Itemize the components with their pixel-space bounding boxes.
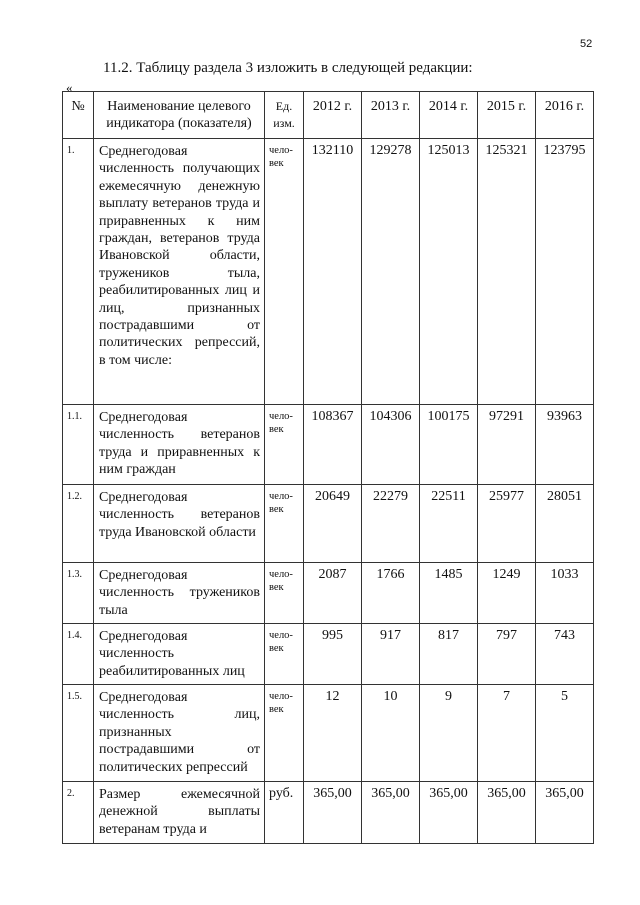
- indicator-name: Среднегодовая численность тружеников тыла: [94, 563, 265, 624]
- value-cell: 20649: [304, 485, 362, 563]
- value-cell: 1033: [536, 563, 594, 624]
- header-year: 2012 г.: [304, 92, 362, 139]
- table-row: [63, 782, 594, 844]
- value-cell: 1766: [362, 563, 420, 624]
- header-year: 2014 г.: [420, 92, 478, 139]
- row-number: 1.: [63, 139, 94, 405]
- value-cell: 5: [536, 685, 594, 782]
- header-indicator-name: Наименование целевого индикатора (показателя): [94, 92, 265, 139]
- value-cell: 995: [304, 624, 362, 685]
- value-cell: 132110: [304, 139, 362, 405]
- unit-cell: чело-век: [265, 624, 304, 685]
- value-cell: 365,00: [362, 782, 420, 844]
- value-cell: 817: [420, 624, 478, 685]
- value-cell: 25977: [478, 485, 536, 563]
- opening-quote: «: [66, 80, 73, 95]
- value-cell: 365,00: [536, 782, 594, 844]
- intro-text: 11.2. Таблицу раздела 3 изложить в следующей редакции:: [103, 60, 473, 76]
- unit-cell: чело-век: [265, 405, 304, 485]
- value-cell: 2087: [304, 563, 362, 624]
- value-cell: 7: [478, 685, 536, 782]
- value-cell: 100175: [420, 405, 478, 485]
- row-number: 1.2.: [63, 485, 94, 563]
- value-cell: 917: [362, 624, 420, 685]
- value-cell: 22511: [420, 485, 478, 563]
- unit-cell: чело-век: [265, 563, 304, 624]
- indicator-name: Среднегодовая численность получающих ежемесячную денежную выплату ветеранов труда и приравненных к ним граждан, ветеранов труда Ивановской области, тружеников тыла, реабилитированных лиц и лиц, признанных пострадавшими от политических репрессий, в том числе:: [94, 139, 265, 405]
- unit-cell: руб.: [265, 782, 304, 844]
- header-year: 2015 г.: [478, 92, 536, 139]
- value-cell: 12: [304, 685, 362, 782]
- value-cell: 125321: [478, 139, 536, 405]
- header-year: 2016 г.: [536, 92, 594, 139]
- value-cell: 1485: [420, 563, 478, 624]
- row-number: 1.3.: [63, 563, 94, 624]
- table-row: [63, 685, 594, 782]
- indicator-table: [62, 91, 594, 844]
- value-cell: 129278: [362, 139, 420, 405]
- unit-cell: чело-век: [265, 139, 304, 405]
- table-row: [63, 405, 594, 485]
- value-cell: 1249: [478, 563, 536, 624]
- value-cell: 9: [420, 685, 478, 782]
- value-cell: 125013: [420, 139, 478, 405]
- value-cell: 365,00: [304, 782, 362, 844]
- indicator-name: Среднегодовая численность ветеранов труда Ивановской области: [94, 485, 265, 563]
- value-cell: 743: [536, 624, 594, 685]
- header-unit: Ед. изм.: [265, 92, 304, 139]
- table-row: [63, 485, 594, 563]
- value-cell: 123795: [536, 139, 594, 405]
- indicator-name: Среднегодовая численность реабилитированных лиц: [94, 624, 265, 685]
- value-cell: 93963: [536, 405, 594, 485]
- indicator-name: Среднегодовая численность ветеранов труда и приравненных к ним граждан: [94, 405, 265, 485]
- value-cell: 22279: [362, 485, 420, 563]
- value-cell: 28051: [536, 485, 594, 563]
- table-row: [63, 624, 594, 685]
- value-cell: 797: [478, 624, 536, 685]
- row-number: 1.4.: [63, 624, 94, 685]
- value-cell: 365,00: [478, 782, 536, 844]
- table-row: [63, 139, 594, 405]
- value-cell: 10: [362, 685, 420, 782]
- value-cell: 104306: [362, 405, 420, 485]
- row-number: 1.5.: [63, 685, 94, 782]
- unit-cell: чело-век: [265, 685, 304, 782]
- value-cell: 97291: [478, 405, 536, 485]
- indicator-name: Среднегодовая численность лиц, признанных пострадавшими от политических репрессий: [94, 685, 265, 782]
- indicator-name: Размер ежемесячной денежной выплаты ветеранам труда и: [94, 782, 265, 844]
- value-cell: 365,00: [420, 782, 478, 844]
- header-number: №: [63, 92, 94, 139]
- table-row: [63, 563, 594, 624]
- value-cell: 108367: [304, 405, 362, 485]
- row-number: 2.: [63, 782, 94, 844]
- page-number: 52: [580, 38, 593, 50]
- row-number: 1.1.: [63, 405, 94, 485]
- unit-cell: чело-век: [265, 485, 304, 563]
- header-year: 2013 г.: [362, 92, 420, 139]
- table-header-row: [63, 92, 594, 139]
